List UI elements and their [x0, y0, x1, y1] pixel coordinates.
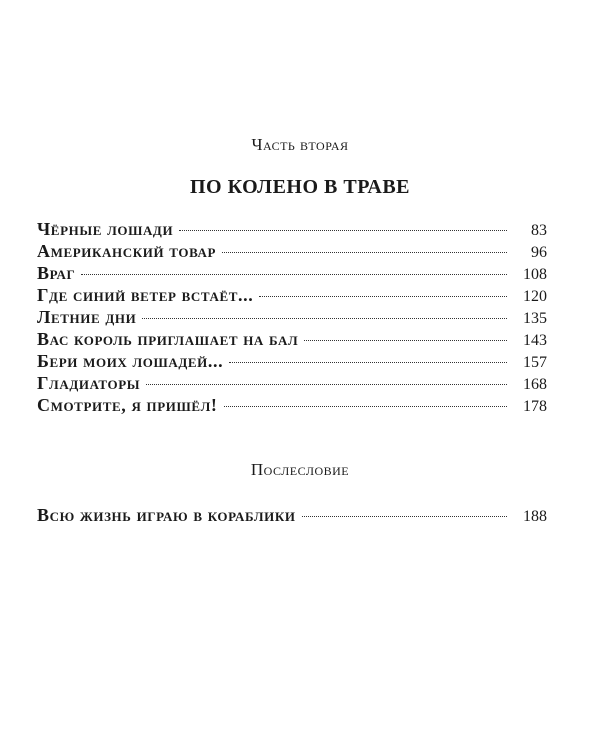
toc-entry: [37, 329, 547, 351]
toc-entry: [37, 263, 547, 285]
toc-entry-page: 168: [523, 376, 547, 393]
toc-entry-page: 96: [531, 244, 547, 261]
toc-entry-title: Чёрные лошади: [37, 219, 174, 239]
toc-entry-title: Летние дни: [37, 307, 137, 327]
table-of-contents: [37, 219, 547, 417]
dot-leader: [142, 318, 507, 319]
toc-entry: [37, 395, 547, 417]
toc-entry: [37, 307, 547, 329]
toc-entry-title: Гладиаторы: [37, 373, 141, 393]
toc-entry: [37, 241, 547, 263]
part-label: Часть вторая: [251, 135, 349, 154]
toc-entry: [37, 505, 547, 527]
dot-leader: [259, 296, 507, 297]
toc-entry-page: 143: [523, 332, 547, 349]
toc-entry-title: Смотрите, я пришёл!: [37, 395, 218, 415]
dot-leader: [302, 516, 507, 517]
toc-entry: [37, 285, 547, 307]
afterword-entry-list: [37, 505, 547, 527]
dot-leader: [146, 384, 507, 385]
dot-leader: [224, 406, 507, 407]
toc-entry-title: Бери моих лошадей...: [37, 351, 224, 371]
toc-entry-page: 135: [523, 310, 547, 327]
toc-entry: [37, 351, 547, 373]
dot-leader: [179, 230, 507, 231]
toc-entry-title: Враг: [37, 263, 76, 283]
toc-entry-title: Вас король приглашает на бал: [37, 329, 299, 349]
toc-entry-title: Американский товар: [37, 241, 217, 261]
part-title: ПО КОЛЕНО В ТРАВЕ: [190, 176, 410, 198]
toc-entry-page: 108: [523, 266, 547, 283]
toc-entry-title: Всю жизнь играю в кораблики: [37, 505, 296, 525]
toc-entry-page: 178: [523, 398, 547, 415]
toc-entry: [37, 373, 547, 395]
dot-leader: [222, 252, 507, 253]
toc-entry-page: 83: [531, 222, 547, 239]
afterword-label: Послесловие: [250, 460, 350, 479]
dot-leader: [304, 340, 507, 341]
toc-entry-page: 120: [523, 288, 547, 305]
dot-leader: [229, 362, 507, 363]
toc-entry: [37, 219, 547, 241]
dot-leader: [81, 274, 507, 275]
toc-entry-page: 188: [523, 508, 547, 525]
toc-entry-title: Где синий ветер встаёт...: [37, 285, 254, 305]
toc-entry-page: 157: [523, 354, 547, 371]
